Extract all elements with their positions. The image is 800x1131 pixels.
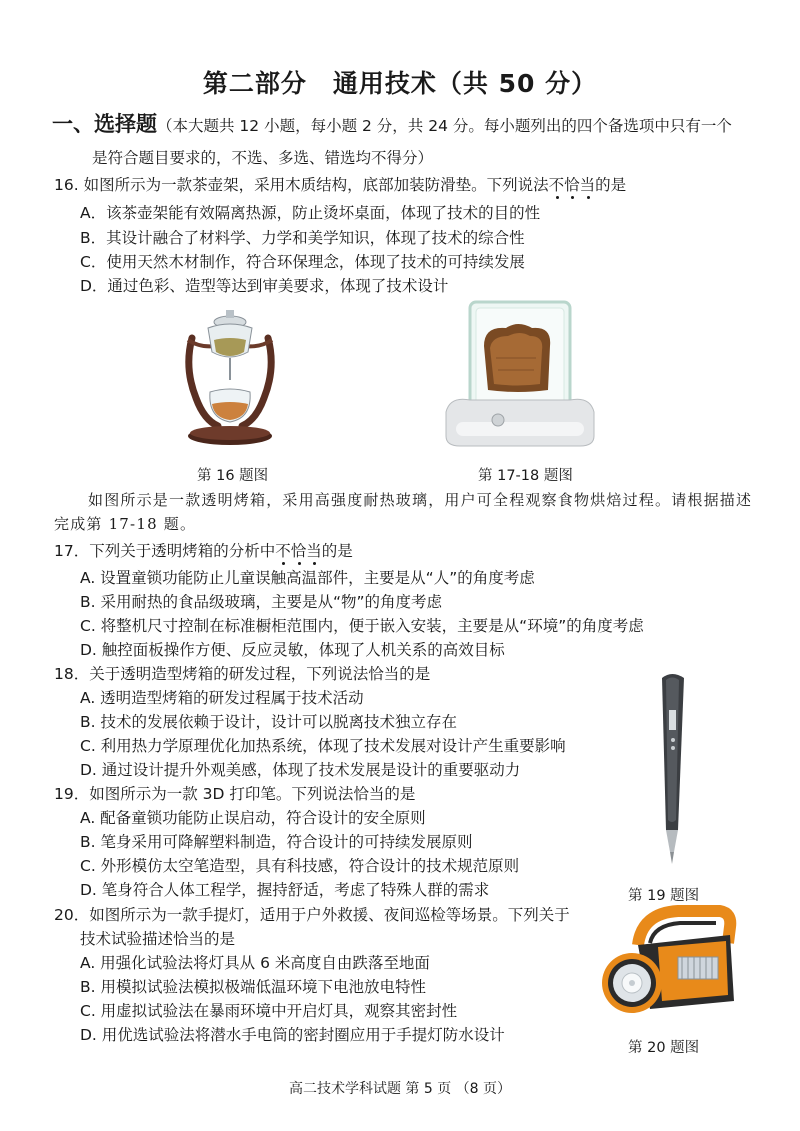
q20-option-a: A. 用强化试验法将灯具从 6 米高度自由跌落至地面 xyxy=(80,954,430,972)
q20-stem-line2: 技术试验描述恰当的是 xyxy=(80,930,236,948)
q20-option-c: C. 用虚拟试验法在暴雨环境中开启灯具，观察其密封性 xyxy=(80,1002,458,1020)
q16-emph-2: 恰 xyxy=(564,176,580,194)
q16-figure-caption: 第 16 题图 xyxy=(197,468,269,484)
q17-18-intro-line1: 如图所示是一款透明烤箱，采用高强度耐热玻璃，用户可全程观察食物烘焙过程。请根据描述 xyxy=(88,491,753,509)
q17-18-intro-line2: 完成第 17-18 题。 xyxy=(54,515,197,533)
section-desc-line1: （本大题共 12 小题，每小题 2 分，共 24 分。每小题列出的四个备选项中只有一个 xyxy=(157,117,732,135)
3d-pen-image xyxy=(648,670,696,870)
page-footer: 高二技术学科试题 第 5 页 （8 页） xyxy=(288,1081,512,1097)
q19-option-d: D. 笔身符合人体工程学，握持舒适，考虑了特殊人群的需求 xyxy=(80,881,490,899)
q16-stem xyxy=(54,173,626,195)
transparent-toaster-image xyxy=(440,296,600,454)
section-desc-line2: 是符合题目要求的，不选、多选、错选均不得分） xyxy=(92,149,434,167)
section-heading xyxy=(52,108,732,138)
q18-option-d: D. 通过设计提升外观美感，体现了技术发展是设计的重要驱动力 xyxy=(80,761,521,779)
q18-stem: 18．关于透明造型烤箱的研发过程，下列说法恰当的是 xyxy=(54,665,431,683)
q16-option-c: C．使用天然木材制作，符合环保理念，体现了技术的可持续发展 xyxy=(80,253,525,271)
q17-option-b: B. 采用耐热的食品级玻璃，主要是从“物”的角度考虑 xyxy=(80,593,443,611)
q17-emph-2: 恰 xyxy=(290,542,307,560)
q16-emph-1: 不 xyxy=(548,176,565,194)
q20-figure-caption: 第 20 题图 xyxy=(628,1040,700,1056)
q19-stem: 19．如图所示为一款 3D 打印笔。下列说法恰当的是 xyxy=(54,785,416,803)
q19-option-b: B. 笔身采用可降解塑料制造，符合设计的可持续发展原则 xyxy=(80,833,473,851)
q16-option-a: A．该茶壶架能有效隔离热源，防止烫坏桌面，体现了技术的目的性 xyxy=(80,204,541,222)
q20-option-b: B. 用模拟试验法模拟极端低温环境下电池放电特性 xyxy=(80,978,426,996)
q18-option-b: B. 技术的发展依赖于设计，设计可以脱离技术独立存在 xyxy=(80,713,457,731)
q20-stem-line1: 20．如图所示为一款手提灯，适用于户外救援、夜间巡检等场景。下列关于 xyxy=(54,906,570,924)
q17-emph-3: 当 xyxy=(306,542,322,560)
q20-option-d: D. 用优选试验法将潜水手电筒的密封圈应用于手提灯防水设计 xyxy=(80,1026,505,1044)
q16-stem-end: 的是 xyxy=(595,176,627,194)
q17-stem-end: 的是 xyxy=(321,542,353,560)
q16-stem-text: 16. 如图所示为一款茶壶架，采用木质结构，底部加装防滑垫。下列说法 xyxy=(54,176,549,194)
page-title: 第二部分 通用技术（共 50 分） xyxy=(202,69,598,98)
q18-option-a: A. 透明造型烤箱的研发过程属于技术活动 xyxy=(80,689,364,707)
q16-option-d: D．通过色彩、造型等达到审美要求，体现了技术设计 xyxy=(80,277,449,295)
section-title: 一、选择题 xyxy=(52,112,157,136)
q19-figure-caption: 第 19 题图 xyxy=(628,888,700,904)
q16-option-b: B．其设计融合了材料学、力学和美学知识，体现了技术的综合性 xyxy=(80,229,525,247)
q17-option-c: C. 将整机尺寸控制在标准橱柜范围内，便于嵌入安装，主要是从“环境”的角度考虑 xyxy=(80,617,644,635)
q17-stem-text: 17．下列关于透明烤箱的分析中 xyxy=(54,542,276,560)
q17-emph-1: 不 xyxy=(275,542,291,560)
q17-18-figure-caption: 第 17-18 题图 xyxy=(478,468,573,484)
q17-option-a: A. 设置童锁功能防止儿童误触高温部件，主要是从“人”的角度考虑 xyxy=(80,569,535,587)
q19-option-a: A. 配备童锁功能防止误启动，符合设计的安全原则 xyxy=(80,809,426,827)
hand-lamp-image xyxy=(598,905,740,1035)
q17-option-d: D. 触控面板操作方便、反应灵敏，体现了人机关系的高效目标 xyxy=(80,641,505,659)
teapot-stand-image xyxy=(178,308,282,456)
q19-option-c: C. 外形模仿太空笔造型，具有科技感，符合设计的技术规范原则 xyxy=(80,857,520,875)
q16-emph-3: 当 xyxy=(579,176,596,194)
q17-stem xyxy=(54,539,353,561)
q18-option-c: C. 利用热力学原理优化加热系统，体现了技术发展对设计产生重要影响 xyxy=(80,737,566,755)
